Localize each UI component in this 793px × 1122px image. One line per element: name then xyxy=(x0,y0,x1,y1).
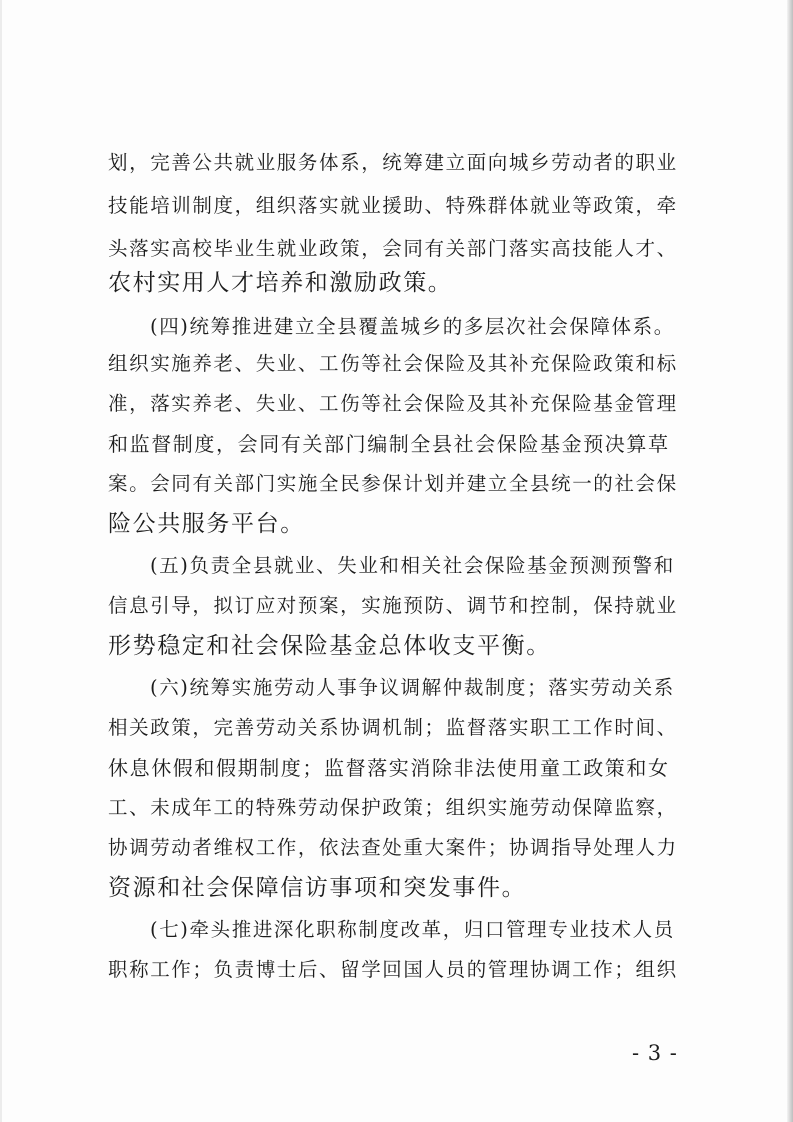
text-line-6: 组织实施养老、失业、工伤等社会保险及其补充保险政策和标 xyxy=(108,352,678,375)
scan-edge-left xyxy=(0,0,2,1122)
text-line-17: 工、未成年工的特殊劳动保护政策；组织实施劳动保障监察， xyxy=(108,796,678,819)
scan-edge-right xyxy=(787,0,793,1122)
text-line-21: 职称工作；负责博士后、留学回国人员的管理协调工作；组织 xyxy=(108,958,678,981)
text-line-1: 划，完善公共就业服务体系，统筹建立面向城乡劳动者的职业 xyxy=(108,151,678,174)
text-line-2: 技能培训制度，组织落实就业援助、特殊群体就业等政策，牵 xyxy=(108,194,678,217)
text-line-5: (四)统筹推进建立全县覆盖城乡的多层次社会保障体系。 xyxy=(150,315,675,338)
text-line-4: 农村实用人才培养和激励政策。 xyxy=(108,270,453,296)
text-line-3: 头落实高校毕业生就业政策，会同有关部门落实高技能人才、 xyxy=(108,237,678,260)
text-line-13: 形势稳定和社会保险基金总体收支平衡。 xyxy=(108,633,551,659)
text-line-18: 协调劳动者维权工作，依法查处重大案件；协调指导处理人力 xyxy=(108,836,678,859)
text-line-8: 和监督制度，会同有关部门编制全县社会保险基金预决算草 xyxy=(108,432,670,456)
text-line-10: 险公共服务平台。 xyxy=(108,511,305,537)
text-line-14: (六)统筹实施劳动人事争议调解仲裁制度；落实劳动关系 xyxy=(150,676,675,699)
text-line-7: 准，落实养老、失业、工伤等社会保险及其补充保险基金管理 xyxy=(108,392,678,415)
text-line-16: 休息休假和假期制度；监督落实消除非法使用童工政策和女 xyxy=(108,756,670,780)
text-line-12: 信息引导，拟订应对预案，实施预防、调节和控制，保持就业 xyxy=(108,594,678,617)
text-line-19: 资源和社会保障信访事项和突发事件。 xyxy=(108,875,527,901)
text-line-20: (七)牵头推进深化职称制度改革，归口管理专业技术人员 xyxy=(150,918,675,941)
text-line-11: (五)负责全县就业、失业和相关社会保险基金预测预警和 xyxy=(150,554,675,577)
text-line-9: 案。会同有关部门实施全民参保计划并建立全县统一的社会保 xyxy=(108,472,678,495)
page-number: - 3 - xyxy=(632,1041,678,1065)
text-line-15: 相关政策，完善劳动关系协调机制；监督落实职工工作时间、 xyxy=(108,716,678,739)
